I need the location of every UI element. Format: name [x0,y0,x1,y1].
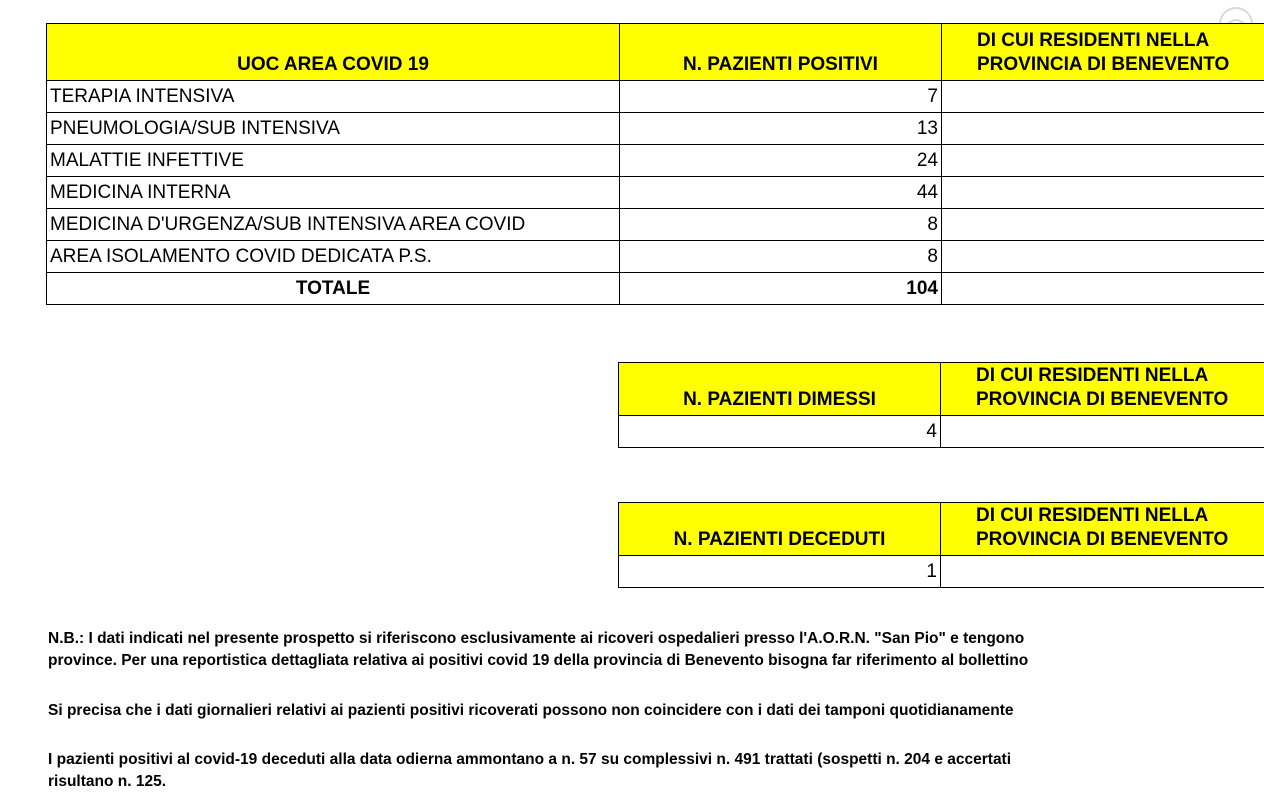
table-row [47,209,1264,241]
nb-note [48,628,1028,672]
table-row [47,113,1264,145]
row-residents-cell [941,556,1264,588]
total-value: 104 [620,273,942,305]
table-row [47,241,1264,273]
table-row [47,81,1264,113]
row-residents-cell [942,81,1264,113]
precisa-note [48,700,1014,722]
deceased-line-1: I pazienti positivi al covid-19 deceduti alla data odierna ammontano a n. 57 su complessivi n. 491 trattati (sospetti n. 204 e accertati [48,751,1012,768]
row-residents-cell [942,241,1264,273]
deceased-value: 1 [619,556,941,588]
row-value: 44 [620,177,942,209]
header-positive-patients: N. PAZIENTI POSITIVI [620,24,942,81]
header-uoc-area: UOC AREA COVID 19 [47,24,620,81]
row-residents-cell [942,209,1264,241]
discharged-value: 4 [619,416,941,448]
deceased-note [48,749,1011,793]
header-discharged: N. PAZIENTI DIMESSI [619,363,941,416]
total-label: TOTALE [47,273,620,305]
discharged-table [618,362,1264,448]
table-header-row [619,363,1264,416]
row-label: AREA ISOLAMENTO COVID DEDICATA P.S. [47,241,620,273]
total-residents-cell [942,273,1264,305]
table-row [47,177,1264,209]
row-label: PNEUMOLOGIA/SUB INTENSIVA [47,113,620,145]
row-residents-cell [942,145,1264,177]
table-row [619,416,1264,448]
header-residents: DI CUI RESIDENTI NELLA PROVINCIA DI BENEVENTO [942,24,1264,81]
deceased-line-2: risultano n. 125. [48,773,167,790]
row-value: 24 [620,145,942,177]
row-value: 8 [620,209,942,241]
row-residents-cell [942,113,1264,145]
precisa-line: Si precisa che i dati giornalieri relativi ai pazienti positivi ricoverati possono non coincidere con i dati dei tamponi quotidianamente [48,702,1014,719]
table-row [47,145,1264,177]
table-header-row [619,503,1264,556]
row-value: 7 [620,81,942,113]
row-value: 8 [620,241,942,273]
table-header-row [47,24,1264,81]
row-label: TERAPIA INTENSIVA [47,81,620,113]
covid-area-table [46,23,1264,305]
header-residents: DI CUI RESIDENTI NELLA PROVINCIA DI BENEVENTO [941,363,1264,416]
nb-line-2: province. Per una reportistica dettagliata relativa ai positivi covid 19 della provincia di Benevento bisogna far riferimento al bollettino [48,652,1029,669]
header-residents: DI CUI RESIDENTI NELLA PROVINCIA DI BENEVENTO [941,503,1264,556]
deceased-table [618,502,1264,588]
total-row [47,273,1264,305]
row-label: MEDICINA D'URGENZA/SUB INTENSIVA AREA COVID [47,209,620,241]
nb-line-1: N.B.: I dati indicati nel presente prospetto si riferiscono esclusivamente ai ricoveri ospedalieri presso l'A.O.R.N. "San Pio" e tengono [48,630,1025,647]
row-residents-cell [941,416,1264,448]
table-row [619,556,1264,588]
row-value: 13 [620,113,942,145]
row-label: MALATTIE INFETTIVE [47,145,620,177]
row-label: MEDICINA INTERNA [47,177,620,209]
row-residents-cell [942,177,1264,209]
header-deceased: N. PAZIENTI DECEDUTI [619,503,941,556]
